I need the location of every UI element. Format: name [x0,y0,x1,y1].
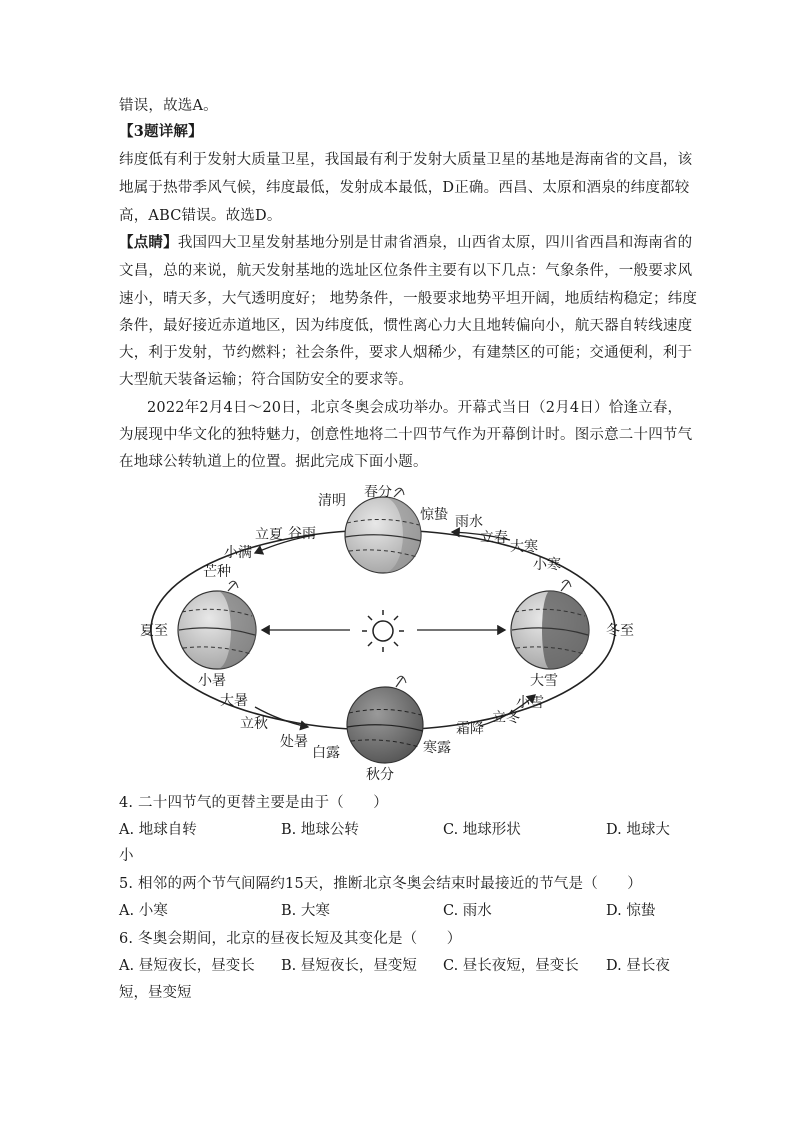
note-tag: 【点睛】 [119,234,178,251]
question-5-option-c[interactable]: C. 雨水 [443,903,492,919]
term-qiufen: 秋分 [366,767,394,783]
question-4-option-b[interactable]: B. 地球公转 [281,822,359,838]
term-xiaoshu: 小暑 [198,673,226,689]
term-dongzhi: 冬至 [606,623,634,639]
term-jingzhe: 惊蛰 [420,507,448,523]
question-6-option-d-wrap: 短，昼变短 [119,985,192,1001]
question-6-option-c[interactable]: C. 昼长夜短，昼变长 [443,958,579,974]
note-line: 大，利于发射，节约燃料；社会条件，要求人烟稀少，有建禁区的可能；交通便利，利于 [119,345,693,361]
term-bailu: 白露 [312,745,340,761]
material-line: 为展现中华文化的独特魅力，创意性地将二十四节气作为开幕倒计时。图示意二十四节气 [119,427,693,443]
term-shuangjiang: 霜降 [456,721,484,737]
question-6-option-b[interactable]: B. 昼短夜长，昼变短 [281,958,417,974]
question-5-option-d[interactable]: D. 惊蛰 [606,903,656,919]
question-6-option-a[interactable]: A. 昼短夜长，昼变长 [119,958,255,974]
note-line: 条件，最好接近赤道地区，因为纬度低，惯性离心力大且地转偏向小，航天器自转线速度 [119,318,693,334]
explanation-line: 地属于热带季风气候，纬度最低，发射成本最低，D正确。西昌、太原和酒泉的纬度都较 [119,180,690,196]
question-6-option-d[interactable]: D. 昼长夜 [606,958,670,974]
question-5-stem: 5. 相邻的两个节气间隔约15天，推断北京冬奥会结束时最接近的节气是（ ） [119,876,642,892]
term-qingming: 清明 [318,493,346,509]
material-line: 2022年2月4日～20日，北京冬奥会成功举办。开幕式当日（2月4日）恰逢立春， [147,400,683,416]
question-4-option-c[interactable]: C. 地球形状 [443,822,521,838]
term-xiazhi: 夏至 [140,623,168,639]
earth-summer-solstice [178,581,256,669]
material-line: 在地球公转轨道上的位置。据此完成下面小题。 [119,454,428,470]
sun-icon [362,610,404,652]
note-line: 大型航天装备运输；符合国防安全的要求等。 [119,372,413,388]
question-4-option-d[interactable]: D. 地球大 [606,822,670,838]
term-hanlu: 寒露 [423,740,451,756]
term-xiaohan: 小寒 [533,557,561,573]
term-guyu: 谷雨 [288,526,316,542]
term-chunfen: 春分 [364,485,392,500]
term-xiaoxue: 小雪 [516,695,544,711]
term-chushu: 处暑 [280,734,308,750]
explanation-line: 纬度低有利于发射大质量卫星，我国最有利于发射大质量卫星的基地是海南省的文昌，该 [119,152,693,168]
term-daxue: 大雪 [530,673,558,689]
note-line-1 [119,233,692,253]
term-yushui: 雨水 [455,514,483,530]
earth-autumn-equinox [347,676,423,763]
earth-spring-equinox [345,488,421,573]
term-lichun: 立春 [480,530,508,546]
term-xiaoman: 小满 [224,545,252,561]
question-5-option-b[interactable]: B. 大寒 [281,903,330,919]
term-lidong: 立冬 [492,710,520,726]
term-dahan: 大寒 [510,539,538,555]
section-heading: 【3题详解】 [119,123,203,140]
earth-winter-solstice [511,580,589,669]
term-lixia: 立夏 [255,527,283,543]
question-5-option-a[interactable]: A. 小寒 [119,903,168,919]
note-line: 文昌，总的来说，航天发射基地的选址区位条件主要有以下几点：气象条件，一般要求风 [119,263,693,279]
explanation-line: 高，ABC错误。故选D。 [119,208,282,224]
question-4-option-d-wrap: 小 [119,848,134,864]
term-mangzhong: 芒种 [203,564,231,580]
question-4-stem: 4. 二十四节气的更替主要是由于（ ） [119,795,388,811]
term-liqiu: 立秋 [240,716,268,732]
note-text: 我国四大卫星发射基地分别是甘肃省酒泉，山西省太原，四川省西昌和海南省的 [177,235,693,251]
question-6-stem: 6. 冬奥会期间，北京的昼夜长短及其变化是（ ） [119,931,462,947]
note-line: 速小，晴天多，大气透明度好； 地势条件，一般要求地势平坦开阔，地质结构稳定；纬度 [119,291,698,307]
solar-terms-orbit-diagram [140,485,650,785]
answer-text: 错误，故选A。 [119,98,218,114]
question-4-option-a[interactable]: A. 地球自转 [119,822,197,838]
term-dashu: 大暑 [220,693,248,709]
